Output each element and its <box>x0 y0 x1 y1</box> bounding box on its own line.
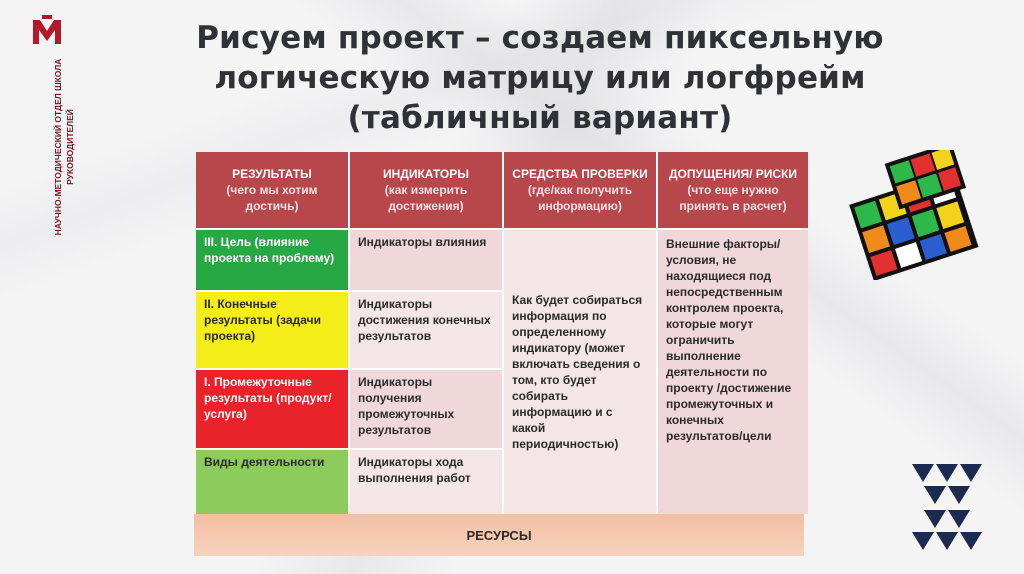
header-risks <box>658 152 808 228</box>
slide-title: Рисуем проект – создаем пиксельную логическую матрицу или логфрейм (табличный вариант) <box>196 20 884 136</box>
header-verification-sub: (где/как получить информацию) <box>527 183 633 213</box>
header-indicators-sub: (как измерить достижения) <box>384 183 468 213</box>
resources-label: РЕСУРСЫ <box>466 527 532 543</box>
verification-text: Как будет собираться информация по определенному индикатору (может включать сведения о том, кто будет собирать информацию и с какой периодичностью) <box>504 230 656 514</box>
header-verification-main: СРЕДСТВА ПРОВЕРКИ <box>512 167 648 181</box>
header-results-main: РЕЗУЛЬТАТЫ <box>232 167 312 181</box>
header-results <box>196 152 348 228</box>
risks-text: Внешние факторы/условия, не находящиеся под непосредственным контролем проекта, которые могут ограничить выполнение деятельности по проекту /достижение промежуточных и конечных результатов/цели <box>658 230 808 514</box>
result-final: II. Конечные результаты (задачи проекта) <box>196 292 348 368</box>
indicator-activities: Индикаторы хода выполнения работ <box>350 450 502 514</box>
logo-m-icon <box>30 14 64 48</box>
result-intermediate: I. Промежуточные результаты (продукт/услуга) <box>196 370 348 448</box>
header-indicators <box>350 152 502 228</box>
header-results-sub: (чего мы хотим достичь) <box>226 183 318 213</box>
result-goal: III. Цель (влияние проекта на проблему) <box>196 230 348 290</box>
header-risks-main: ДОПУЩЕНИЯ/ РИСКИ <box>668 167 798 181</box>
triangles-logo-icon <box>912 464 982 554</box>
side-logo-text: НАУЧНО-МЕТОДИЧЕСКИЙ ОТДЕЛ ШКОЛА РУКОВОДИТЕЛЕЙ <box>53 58 75 236</box>
indicator-impact: Индикаторы влияния <box>350 230 502 290</box>
indicator-intermediate: Индикаторы получения промежуточных результатов <box>350 370 502 448</box>
logframe-table <box>196 152 802 506</box>
result-activities: Виды деятельности <box>196 450 348 514</box>
indicator-final: Индикаторы достижения конечных результатов <box>350 292 502 368</box>
header-indicators-main: ИНДИКАТОРЫ <box>383 167 469 181</box>
resources-bar <box>194 514 804 556</box>
header-verification <box>504 152 656 228</box>
header-risks-sub: (что еще нужно принять в расчет) <box>679 183 787 213</box>
rubiks-cube-icon <box>838 150 984 280</box>
